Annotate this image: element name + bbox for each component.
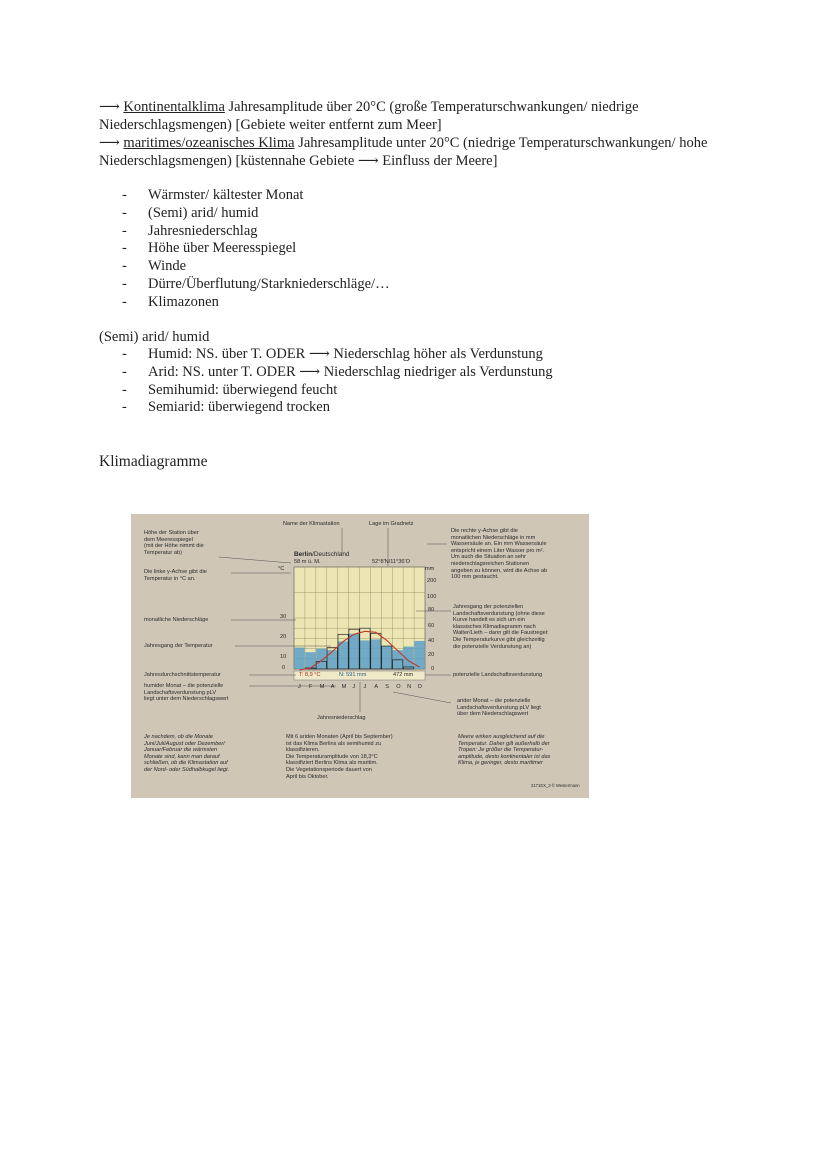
precipitation-bar bbox=[360, 640, 370, 669]
list-item: - Dürre/Überflutung/Starkniederschläge/… bbox=[120, 276, 390, 294]
month-label: A bbox=[330, 684, 335, 690]
precipitation-bar bbox=[305, 652, 315, 669]
month-label: M bbox=[319, 684, 325, 690]
month-label: O bbox=[396, 684, 401, 690]
temp-tick-label: 10 bbox=[280, 654, 287, 660]
station-elevation: 58 m ü. M. bbox=[294, 559, 321, 565]
annotation-temperature-course: Jahresgang der Temperatur bbox=[144, 643, 213, 649]
month-label: J bbox=[297, 684, 301, 690]
mm-tick-label: 20 bbox=[428, 652, 435, 658]
term-kontinentalklima: Kontinentalklima bbox=[123, 99, 225, 115]
month-label: S bbox=[385, 684, 390, 690]
term-maritimes-klima: maritimes/ozeanisches Klima bbox=[123, 135, 295, 151]
list-item: - Klimazonen bbox=[120, 294, 390, 312]
arrow-icon: ⟶ bbox=[99, 135, 124, 151]
list-item: - Humid: NS. über T. ODER ⟶ Niederschlag höher als Verdunstung bbox=[120, 346, 553, 364]
temp-tick-label: 30 bbox=[280, 614, 287, 620]
precipitation-bar bbox=[294, 648, 304, 669]
mm-tick-label: 100 bbox=[427, 594, 437, 600]
list-item: - Höhe über Meeresspiegel bbox=[120, 240, 390, 258]
annotation-plv-course: Jahresgang der potenziellen Landschaftsverdunstung (ohne diese Kurve handelt es sich um ein klassisches Klimadiagramm nach Walter/Lieth – dann gilt die Faustregel: Die Temperaturkurve gibt gleichzeitig die potenzielle Verdunstung an) bbox=[453, 604, 549, 650]
mm-tick-label: 40 bbox=[428, 638, 435, 644]
arrow-icon: ⟶ bbox=[99, 99, 124, 115]
station-country: /Deutschland bbox=[312, 551, 350, 558]
stat-precipitation: N: 591 mm bbox=[339, 672, 367, 678]
temp-tick-label: 0 bbox=[282, 665, 286, 671]
list-item: - Winde bbox=[120, 258, 390, 276]
list-item: - Semihumid: überwiegend feucht bbox=[120, 382, 553, 400]
arid-humid-list bbox=[120, 346, 553, 417]
annotation-humid-month: humider Monat – die potenzielle Landschaftsverdunstung pLV liegt unter dem Niederschlagswert bbox=[144, 683, 229, 703]
list-item: - Jahresniederschlag bbox=[120, 223, 390, 241]
annotation-elevation: Höhe der Station über dem Meeresspiegel (mit der Höhe nimmt die Temperatur ab) bbox=[144, 530, 204, 556]
unit-mm: mm bbox=[425, 566, 435, 572]
stat-temperature: T: 8,9 °C bbox=[299, 672, 321, 678]
month-label: J bbox=[352, 684, 356, 690]
month-label: J bbox=[363, 684, 367, 690]
annotation-monthly-precip: monatliche Niederschläge bbox=[144, 617, 209, 623]
criteria-list bbox=[120, 187, 390, 312]
unit-celsius: °C bbox=[278, 566, 285, 572]
mm-tick-label: 80 bbox=[428, 607, 435, 613]
annotation-plv: potenzielle Landschaftsverdunstung bbox=[453, 672, 543, 678]
note-ocean-influence: Meere wirken ausgleichend auf die Temperatur. Daher gilt außerhalb der Tropen: Je größer die Temperatur- amplitude, desto kontinentaler ist das Klima, je geringer, desto maritimer bbox=[458, 734, 551, 767]
station-coordinates: 52°8'N/11°36'O bbox=[372, 559, 410, 565]
list-item: - Arid: NS. unter T. ODER ⟶ Niederschlag niedriger als Verdunstung bbox=[120, 364, 553, 382]
mm-tick-label: 0 bbox=[431, 666, 435, 672]
list-item: - (Semi) arid/ humid bbox=[120, 205, 390, 223]
section-arid-humid-title: (Semi) arid/ humid bbox=[99, 329, 210, 345]
note-hemisphere: Je nachdem, ob die Monate Juni/Juli/August oder Dezember/ Januar/Februar die wärmsten Monate sind, kann man darauf schließen, ob die Klimastation auf der Nord- oder Südhalbkugel liegt. bbox=[144, 734, 230, 773]
climate-diagram-figure bbox=[131, 514, 589, 798]
month-label: N bbox=[407, 684, 412, 690]
intro-maritime bbox=[99, 134, 739, 170]
month-label: M bbox=[341, 684, 347, 690]
intro-continental bbox=[99, 98, 739, 134]
label-station-name: Name der Klimastation bbox=[283, 521, 340, 527]
list-item: - Semiarid: überwiegend trocken bbox=[120, 399, 553, 417]
station-city: Berlin bbox=[294, 551, 313, 558]
precipitation-bar bbox=[327, 650, 337, 669]
month-label: A bbox=[374, 684, 379, 690]
label-grid-location: Lage im Gradnetz bbox=[369, 521, 414, 527]
note-berlin-classification: Mit 6 ariden Monaten (April bis September) ist das Klima Berlins als semihumid zu klassifizieren. Die Temperaturamplitude von 18,3°C klassifiziert Berlins Klima als maritim. Die Vegetationsperiode dauert von April bis Oktober. bbox=[286, 734, 393, 780]
annotation-right-axis: Die rechte y-Achse gibt die monatlichen Niederschläge in mm Wassersäule an. Ein mm Wassersäule entspricht einem Liter Wasser pro m². Um auch die Situation an sehr niederschlagsreichen Stationen angeben zu können, wird die Achse ab 100 mm gestaucht. bbox=[451, 528, 548, 581]
intro-text-1: Jahresamplitude über 20°C (große Temperaturschwankungen/ niedrige Niederschlagsmengen) [Gebiete weiter entfernt zum Meer] bbox=[99, 99, 639, 134]
stat-plv: 472 mm bbox=[393, 672, 414, 678]
station-name bbox=[294, 552, 349, 559]
month-label: F bbox=[308, 684, 313, 690]
label-annual-precipitation: Jahresniederschlag bbox=[317, 715, 366, 721]
temp-tick-label: 20 bbox=[280, 634, 287, 640]
precipitation-bar bbox=[316, 649, 326, 669]
month-label: D bbox=[418, 684, 423, 690]
annotation-arid-month: arider Monat – die potenzielle Landschaftsverdunstung pLV liegt über dem Niederschlagswert bbox=[457, 698, 541, 718]
heading-klimadiagramme: Klimadiagramme bbox=[99, 453, 208, 470]
leader-line-12 bbox=[393, 692, 451, 703]
mm-tick-label: 60 bbox=[428, 623, 435, 629]
leader-line-1 bbox=[219, 557, 291, 563]
list-item: - Wärmster/ kältester Monat bbox=[120, 187, 390, 205]
annotation-left-axis: Die linke y-Achse gibt die Temperatur in °C an. bbox=[144, 569, 207, 582]
precipitation-bar bbox=[371, 639, 381, 669]
figure-credit: 2171EX_3 © Westermann bbox=[531, 783, 580, 788]
precipitation-bar bbox=[349, 634, 359, 669]
mm-tick-label: 200 bbox=[427, 578, 437, 584]
annotation-annual-temp: Jahresdurchschnittstemperatur bbox=[144, 672, 221, 678]
intro-text-2: Jahresamplitude unter 20°C (niedrige Temperaturschwankungen/ hohe Niederschlagsmengen) [küstennahe Gebiete ⟶ Einfluss der Meere] bbox=[99, 135, 708, 170]
precipitation-bar bbox=[382, 646, 392, 669]
